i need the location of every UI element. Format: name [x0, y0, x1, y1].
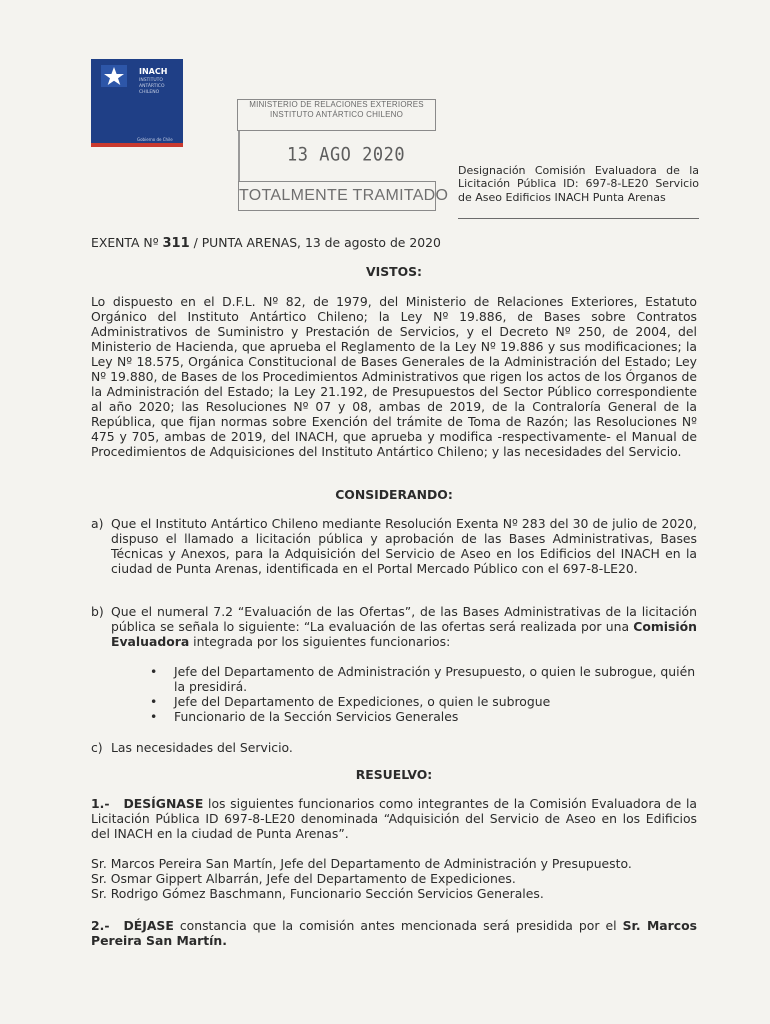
point-1-label: 1.- [91, 796, 110, 811]
bullet-icon: • [150, 694, 158, 709]
point-1-text: los siguientes funcionarios como integrantes de la Comisión Evaluadora de la Licitación Pública ID 697-8-LE20 denominada “Adquisición del Servicio de Aseo en los Edificios del INACH en la ciudad de Punta Arenas”. [91, 796, 697, 841]
point-1-bold: DESÍGNASE [123, 796, 204, 811]
exenta-number: 311 [162, 236, 190, 251]
point-2-bold-end: Sr. Marcos Pereira San Martín. [91, 918, 698, 948]
logo-red-stripe [91, 143, 183, 147]
committee-list [150, 664, 698, 724]
considerando-item-b [91, 604, 697, 649]
item-c-text: Las necesidades del Servicio. [111, 740, 293, 755]
exenta-suffix: / PUNTA ARENAS, 13 de agosto de 2020 [193, 235, 441, 250]
list-item-text: Funcionario de la Sección Servicios Generales [174, 709, 459, 724]
ministry-stamp [237, 99, 436, 131]
stamp-line-1: MINISTERIO DE RELACIONES EXTERIORES [249, 100, 424, 109]
committee-members [91, 856, 697, 901]
considerando-heading: CONSIDERANDO: [335, 487, 453, 502]
resolution-header [91, 235, 697, 251]
member-line: Sr. Marcos Pereira San Martín, Jefe del Departamento de Administración y Presupuesto. [91, 856, 632, 871]
bullet-icon: • [150, 664, 158, 679]
item-b-text-1: Que el numeral 7.2 “Evaluación de las Ofertas”, de las Bases Administrativas de la licitación pública se señala lo siguiente: “La evaluación de las ofertas será realizada por una [111, 604, 697, 634]
resuelvo-heading: RESUELVO: [355, 767, 433, 782]
resolution-point-1 [91, 796, 697, 841]
list-item-text: Jefe del Departamento de Expediciones, o quien le subrogue [174, 694, 551, 709]
item-b-bold: Comisión Evaluadora [111, 619, 697, 649]
point-2-bold: DÉJASE [123, 918, 174, 933]
list-item-text: Jefe del Departamento de Administración y Presupuesto, o quien le subrogue, quién la presidirá. [174, 664, 696, 694]
status-stamp: TOTALMENTE TRAMITADO [238, 181, 436, 211]
stamp-date: 13 AGO 2020 [287, 144, 406, 166]
considerando-item-a [91, 516, 697, 576]
item-a-text: Que el Instituto Antártico Chileno mediante Resolución Exenta Nº 283 del 30 de julio de 2020, dispuso el llamado a licitación pública y aprobación de las Bases Administrativas, Bases Técnicas y Anexos, para la Adquisición del Servicio de Aseo en los Edificios del INACH en la ciudad de Punta Arenas, identificada en el Portal Mercado Público con el 697-8-LE20. [111, 516, 697, 576]
member-line: Sr. Osmar Gippert Albarrán, Jefe del Departamento de Expediciones. [91, 871, 516, 886]
point-2-text: constancia que la comisión antes mencionada será presidida por el [173, 918, 623, 933]
item-b-text-2: integrada por los siguientes funcionarios: [189, 634, 451, 649]
list-item [150, 664, 698, 694]
list-item [150, 694, 698, 709]
inach-logo [91, 59, 183, 147]
item-c-label: c) [91, 740, 103, 755]
resolution-point-2 [91, 918, 697, 948]
item-b-text [111, 604, 697, 649]
vistos-text: Lo dispuesto en el D.F.L. Nº 82, de 1979, del Ministerio de Relaciones Exteriores, Estatuto Orgánico del Instituto Antártico Chileno; la Ley Nº 19.886, de Bases sobre Contratos Administrativos de Suministro y Prestación de Servicios, y el Decreto Nº 250, de 2004, del Ministerio de Hacienda, que aprueba el Reglamento de la Ley Nº 19.886 y sus modificaciones; la Ley Nº 18.575, Orgánica Constitucional de Bases Generales de la Administración del Estado; Ley Nº 19.880, de Bases de los Procedimientos Administrativos que rigen los actos de los Órganos de la Administración del Estado; la Ley 21.192, de Presupuestos del Sector Público correspondiente al año 2020; las Resoluciones Nº 07 y 08, ambas de 2019, de la Contraloría General de la República, que fijan normas sobre Exención del trámite de Toma de Razón; las Resoluciones Nº 475 y 705, ambas de 2019, del INACH, que aprueba y modifica -respectivamente- el Manual de Procedimientos de Adquisiciones del Instituto Antártico Chileno; y las necesidades del Servicio. [91, 294, 697, 459]
document-subject: Designación Comisión Evaluadora de la Licitación Pública ID: 697-8-LE20 Servicio de Aseo Edificios INACH Punta Arenas [458, 164, 699, 204]
considerando-item-c [91, 740, 697, 755]
list-item [150, 709, 698, 724]
point-2-label: 2.- [91, 918, 110, 933]
item-b-label: b) [91, 604, 104, 619]
stamp-rule [238, 131, 240, 181]
exenta-prefix: EXENTA Nº [91, 235, 159, 250]
logo-subtitle: INSTITUTO ANTÁRTICO CHILENO [139, 78, 165, 95]
subject-rule [458, 218, 699, 219]
member-line: Sr. Rodrigo Gómez Baschmann, Funcionario Sección Servicios Generales. [91, 886, 544, 901]
stamp-line-2: INSTITUTO ANTÁRTICO CHILENO [269, 110, 404, 119]
logo-footer: Gobierno de Chile [137, 137, 173, 142]
chile-star-icon [101, 65, 127, 87]
bullet-icon: • [150, 709, 158, 724]
vistos-heading: VISTOS: [366, 264, 422, 279]
item-a-label: a) [91, 516, 104, 531]
logo-name: INACH [139, 67, 168, 76]
